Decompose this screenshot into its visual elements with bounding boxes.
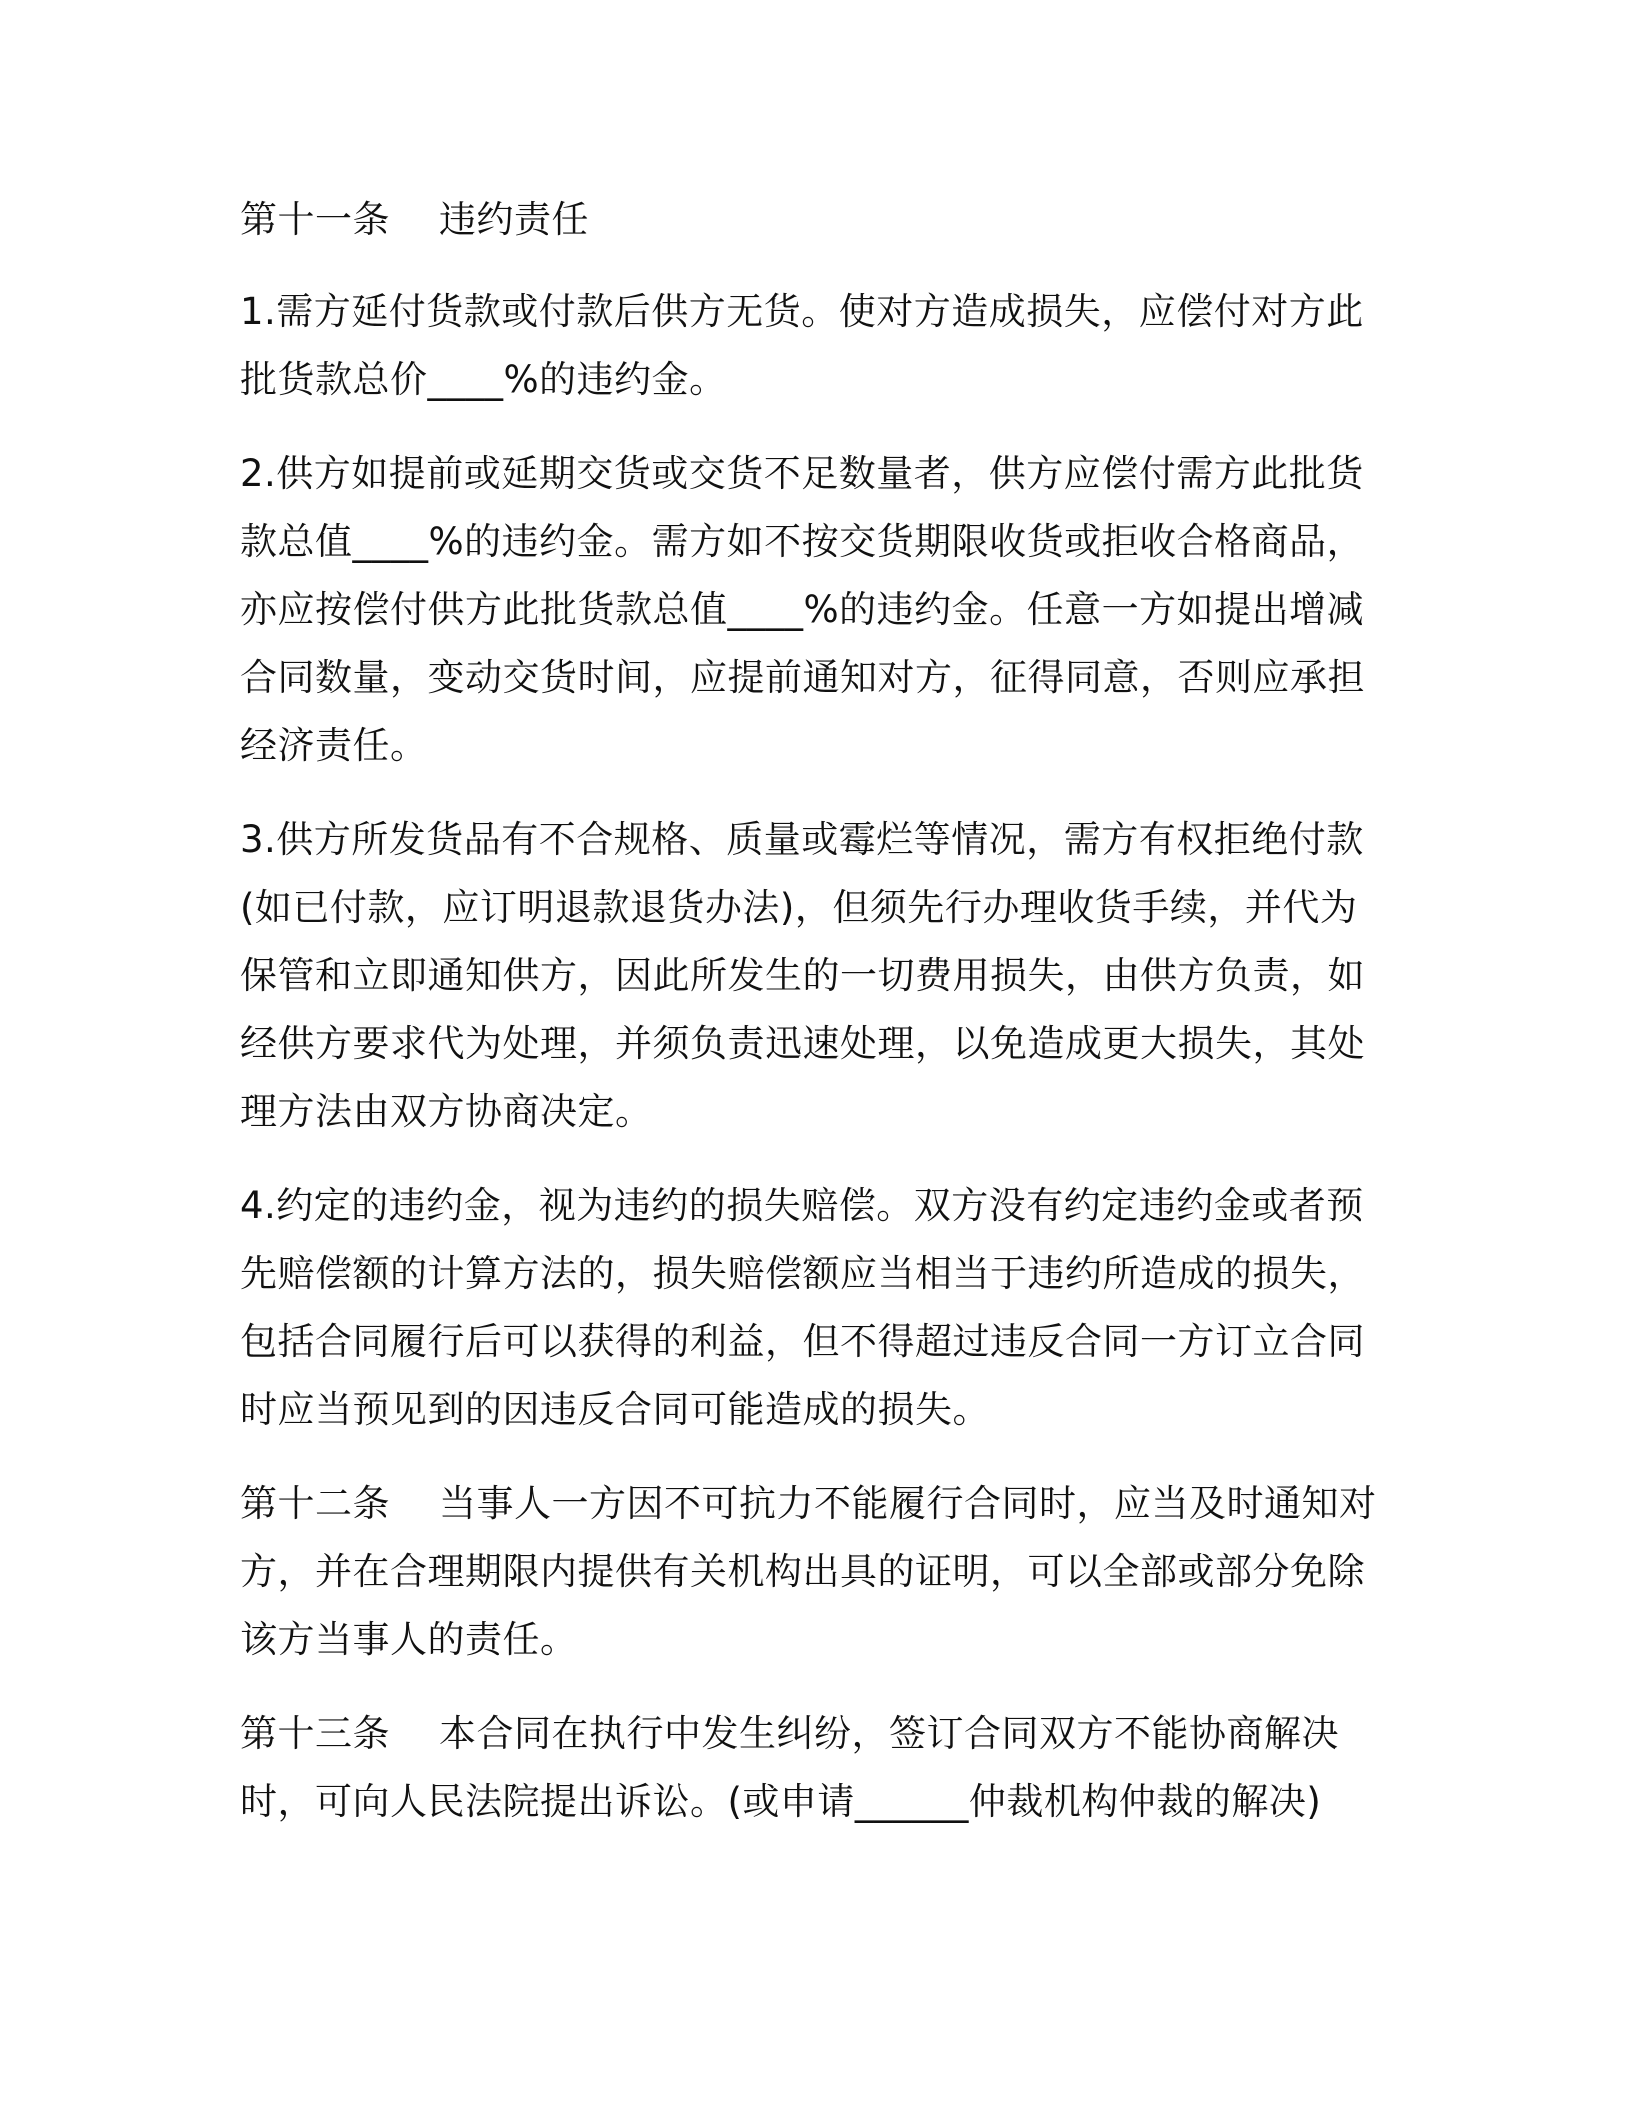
clause-2-paragraph: 2.供方如提前或延期交货或交货不足数量者，供方应偿付需方此批货款总值____%的违约金。需方如不按交货期限收货或拒收合格商品，亦应按偿付供方此批货款总值____%的违约金。任意一方如提出增减合同数量，变动交货时间，应提前通知对方，征得同意，否则应承担经济责任。 <box>240 452 1365 767</box>
article-13-paragraph: 第十三条 本合同在执行中发生纠纷，签订合同双方不能协商解决时，可向人民法院提出诉讼。(或申请______仲裁机构仲裁的解决) <box>240 1712 1340 1823</box>
document-body <box>240 186 1390 1862</box>
clause-3-paragraph: 3.供方所发货品有不合规格、质量或霉烂等情况，需方有权拒绝付款(如已付款，应订明退款退货办法)，但须先行办理收货手续，并代为保管和立即通知供方，因此所发生的一切费用损失，由供方负责，如经供方要求代为处理，并须负责迅速处理，以免造成更大损失，其处理方法由双方协商决定。 <box>240 818 1365 1133</box>
article-11-heading: 第十一条 违约责任 <box>240 198 590 241</box>
article-12-paragraph: 第十二条 当事人一方因不可抗力不能履行合同时，应当及时通知对方，并在合理期限内提供有关机构出具的证明，可以全部或部分免除该方当事人的责任。 <box>240 1482 1377 1661</box>
clause-1-paragraph: 1.需方延付货款或付款后供方无货。使对方造成损失，应偿付对方此批货款总价____%的违约金。 <box>240 290 1364 401</box>
clause-4-paragraph: 4.约定的违约金，视为违约的损失赔偿。双方没有约定违约金或者预先赔偿额的计算方法的，损失赔偿额应当相当于违约所造成的损失，包括合同履行后可以获得的利益，但不得超过违反合同一方订立合同时应当预见到的因违反合同可能造成的损失。 <box>240 1184 1365 1431</box>
